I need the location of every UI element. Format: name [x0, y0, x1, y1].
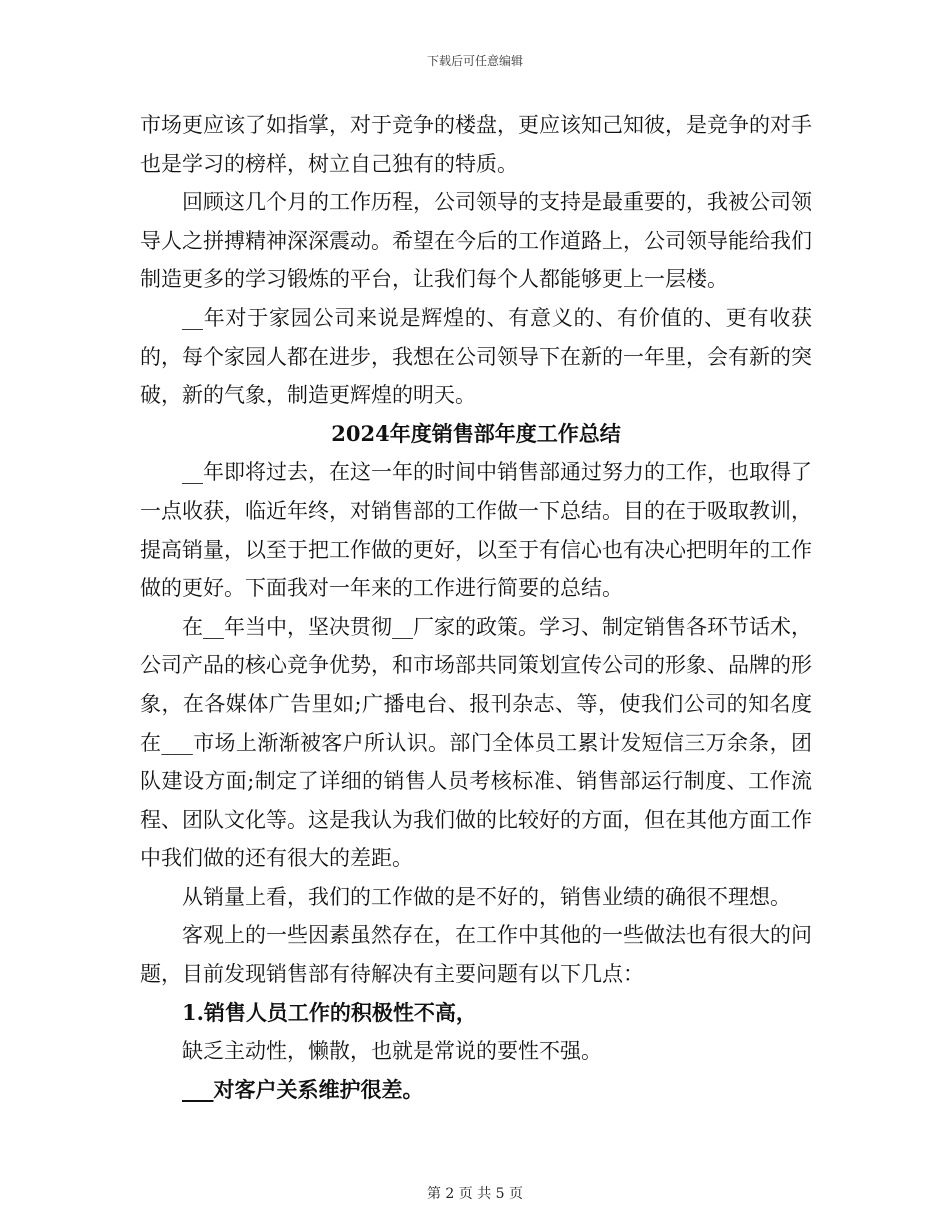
paragraph-1: 市场更应该了如指掌，对于竞争的楼盘，更应该知己知彼，是竞争的对手也是学习的榜样，树立自己独有的特质。 — [140, 113, 812, 176]
paragraph-7: 客观上的一些因素虽然存在，在工作中其他的一些做法也有很大的问题，目前发现销售部有待解决有主要问题有以下几点： — [140, 923, 812, 987]
paragraph-5: 在__年当中，坚决贯彻__厂家的政策。学习、制定销售各环节话术，公司产品的核心竞争优势，和市场部共同策划宣传公司的形象、品牌的形象，在各媒体广告里如;广播电台、报刊杂志、等，使我们公司的知名度在___市场上渐渐被客户所认识。部门全体员工累计发短信三万余条，团队建设方面;制定了详细的销售人员考核标准、销售部运行制度、工作流程、团队文化等。这是我认为我们做的比较好的方面，但在其他方面工作中我们做的还有很大的差距。 — [140, 614, 812, 871]
list-item-1-heading: 1.销售人员工作的积极性不高， — [182, 999, 477, 1025]
page-header: 下载后可任意编辑 — [426, 54, 523, 68]
page-footer: 第 2 页 共 5 页 — [426, 1186, 524, 1202]
document-title: 2024年度销售部年度工作总结 — [331, 420, 621, 446]
paragraph-6: 从销量上看，我们的工作做的是不好的，销售业绩的确很不理想。 — [182, 884, 791, 909]
paragraph-3: __年对于家园公司来说是辉煌的、有意义的、有价值的、更有收获的，每个家园人都在进步，我想在公司领导下在新的一年里，会有新的突破，新的气象，制造更辉煌的明天。 — [140, 305, 812, 408]
document-body — [140, 106, 812, 1109]
list-item-2-heading: ___对客户关系维护很差。 — [182, 1076, 424, 1102]
paragraph-2: 回顾这几个月的工作历程，公司领导的支持是最重要的，我被公司领导人之拼搏精神深深震动。希望在今后的工作道路上，公司领导能给我们制造更多的学习锻炼的平台，让我们每个人都能够更上一层楼。 — [140, 190, 812, 292]
paragraph-8: 缺乏主动性，懒散，也就是常说的要性不强。 — [182, 1039, 602, 1064]
paragraph-4: __年即将过去，在这一年的时间中销售部通过努力的工作，也取得了一点收获，临近年终，对销售部的工作做一下总结。目的在于吸取教训，提高销量，以至于把工作做的更好，以至于有信心也有决心把明年的工作做的更好。下面我对一年来的工作进行简要的总结。 — [140, 460, 812, 601]
